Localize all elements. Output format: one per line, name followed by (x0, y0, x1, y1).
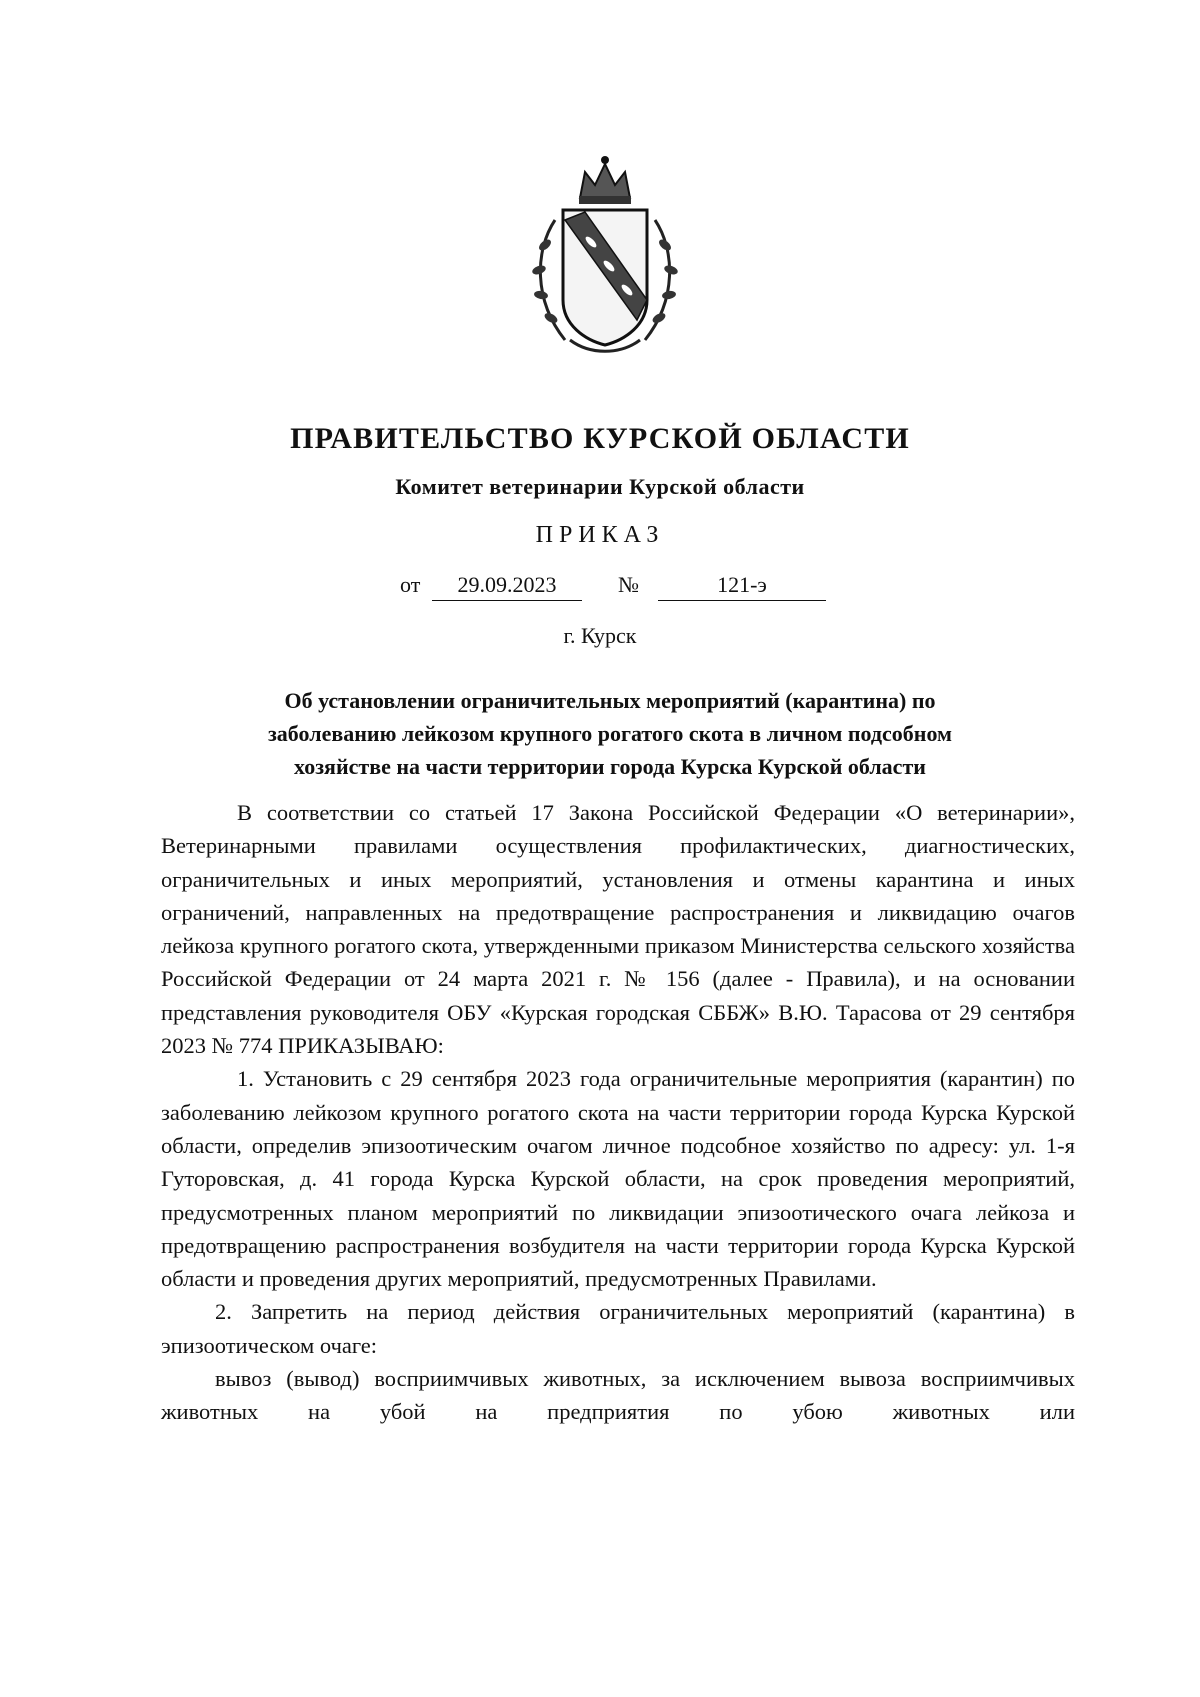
subject-line: Об установлении ограничительных мероприятий (карантина) по (284, 688, 936, 713)
city: г. Курск (563, 623, 637, 648)
date-prefix: от (400, 572, 421, 597)
number-prefix: № (618, 572, 639, 597)
document-type: ПРИКАЗ (535, 522, 665, 548)
item-1-paragraph: 1. Установить с 29 сентября 2023 года ограничительные мероприятия (карантин) по заболеванию лейкозом крупного рогатого скота на части территории города Курска Курской области, определив эпизоотическим очагом личное подсобное хозяйство по адресу: ул. 1-я Гуторовская, д. 41 города Курска Курской области, на срок проведения мероприятий, предусмотренных планом мероприятий по ликвидации эпизоотического очага лейкоза и предотвращению распространения возбудителя на части территории города Курска Курской области и проведения других мероприятий, предусмотренных Правилами. (161, 1066, 1075, 1292)
committee-name: Комитет ветеринарии Курской области (395, 474, 805, 499)
item-2-paragraph: 2. Запретить на период действия ограничительных мероприятий (карантина) в эпизоотическом очаге: (161, 1299, 1075, 1358)
document-date: 29.09.2023 (432, 572, 582, 601)
document-body (161, 796, 1075, 1429)
government-title: ПРАВИТЕЛЬСТВО КУРСКОЙ ОБЛАСТИ (290, 422, 910, 455)
preamble-paragraph: В соответствии со статьей 17 Закона Российской Федерации «О ветеринарии», Ветеринарными правилами осуществления профилактических, диагностических, ограничительных и иных мероприятий, установления и отмены карантина и иных ограничений, направленных на предотвращение распространения и ликвидацию очагов лейкоза крупного рогатого скота, утвержденными приказом Министерства сельского хозяйства Российской Федерации от 24 марта 2021 г. № 156 (далее - Правила), и на основании представления руководителя ОБУ «Курская городская СББЖ» В.Ю. Тарасова от 29 сентября 2023 № 774 ПРИКАЗЫВАЮ: (161, 800, 1075, 1059)
date-number-line (400, 572, 840, 604)
coat-of-arms-icon (525, 150, 685, 360)
document-subject (150, 684, 1070, 783)
document-number: 121-э (658, 572, 826, 601)
item-2-sub-paragraph: вывоз (вывод) восприимчивых животных, за исключением вывоза восприимчивых животных на убой на предприятия по убою животных или (161, 1366, 1075, 1425)
subject-line: заболеванию лейкозом крупного рогатого скота в личном подсобном (267, 721, 953, 746)
subject-line: хозяйстве на части территории города Курска Курской области (294, 754, 926, 779)
